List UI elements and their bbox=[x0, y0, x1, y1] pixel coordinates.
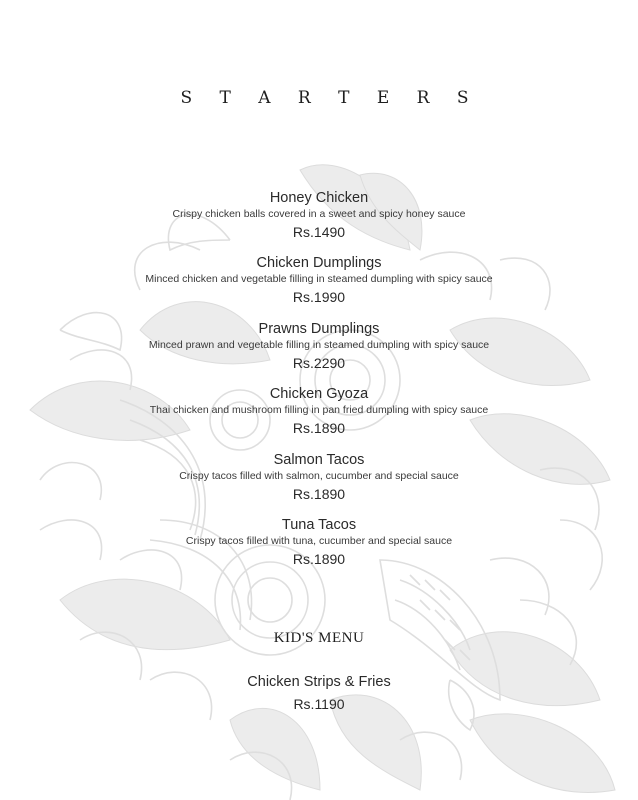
menu-item-name: Chicken Strips & Fries bbox=[247, 674, 391, 690]
menu-item-name: Salmon Tacos bbox=[273, 451, 365, 468]
section-title-kids-menu: KID'S MENU bbox=[273, 630, 365, 646]
menu-item bbox=[0, 255, 638, 320]
menu-item-name: Honey Chicken bbox=[269, 190, 369, 206]
menu-item-price: Rs.1490 bbox=[292, 224, 346, 240]
section-title-starters: S T A R T E R S bbox=[180, 88, 480, 108]
menu-item-description: Crispy chicken balls covered in a sweet and spicy honey sauce bbox=[172, 208, 466, 220]
starters-list bbox=[0, 190, 638, 582]
menu-item bbox=[0, 672, 638, 737]
menu-item-description: Minced chicken and vegetable filling in steamed dumpling with spicy sauce bbox=[145, 273, 493, 286]
menu-item-description: Minced prawn and vegetable filling in steamed dumpling with spicy sauce bbox=[148, 338, 490, 351]
menu-item-price: Rs.1890 bbox=[292, 485, 346, 502]
menu-item-name: Tuna Tacos bbox=[281, 516, 357, 533]
menu-item-description: Thai chicken and mushroom filling in pan fried dumpling with spicy sauce bbox=[149, 404, 489, 417]
menu-item-price: Rs.1190 bbox=[293, 696, 345, 712]
menu-item-name: Chicken Gyoza bbox=[269, 386, 369, 403]
menu-item-name: Chicken Dumplings bbox=[256, 255, 382, 272]
menu-item-price: Rs.1890 bbox=[292, 420, 346, 437]
menu-item-description: Crispy tacos filled with tuna, cucumber and special sauce bbox=[185, 534, 453, 547]
kids-menu-list bbox=[0, 672, 638, 737]
menu-item-price: Rs.1990 bbox=[292, 289, 346, 306]
menu-item-name: Prawns Dumplings bbox=[258, 320, 380, 337]
menu-item-price: Rs.1890 bbox=[292, 550, 346, 567]
menu-item bbox=[0, 517, 638, 582]
menu-item bbox=[0, 452, 638, 517]
menu-item-price: Rs.2290 bbox=[292, 354, 346, 371]
menu-item-description: Crispy tacos filled with salmon, cucumber and special sauce bbox=[179, 469, 459, 482]
menu-item bbox=[0, 190, 638, 255]
menu-item bbox=[0, 321, 638, 386]
menu-item bbox=[0, 386, 638, 451]
